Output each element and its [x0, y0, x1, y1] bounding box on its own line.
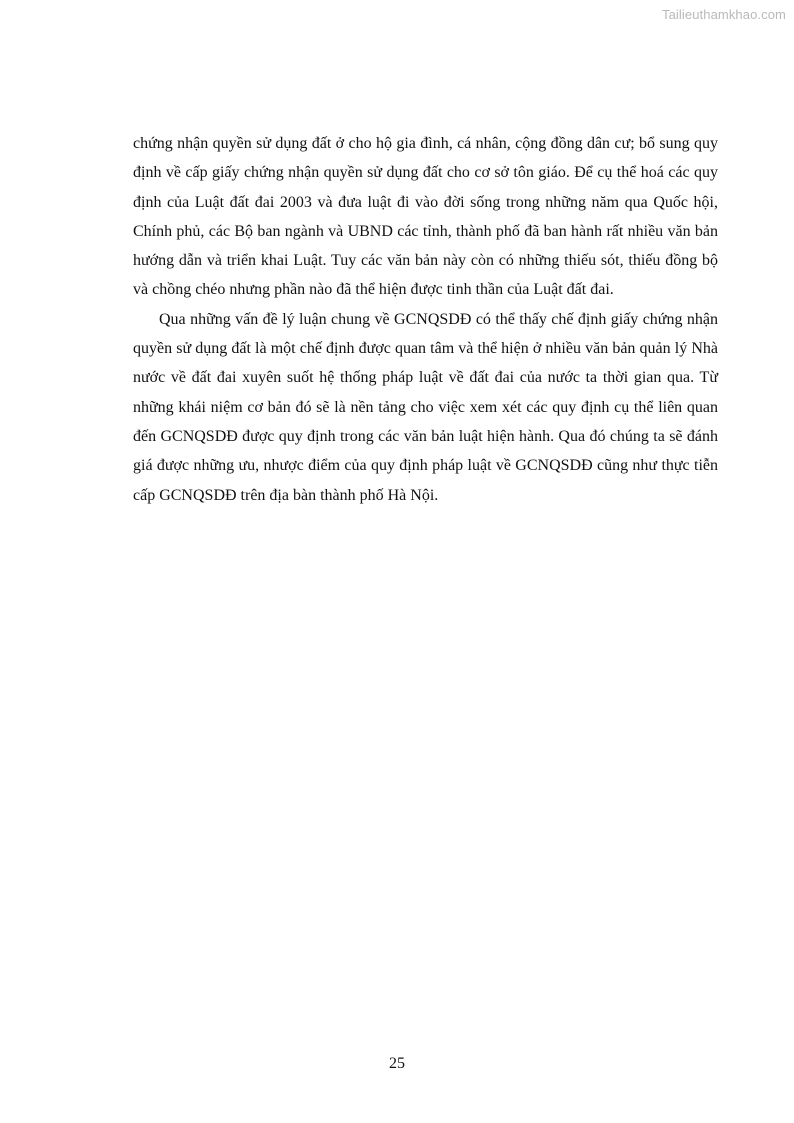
paragraph-summary: Qua những vấn đề lý luận chung về GCNQSDĐ có thể thấy chế định giấy chứng nhận quyền sử dụng đất là một chế định được quan tâm và thể hiện ở nhiều văn bản quản lý Nhà nước về đất đai xuyên suốt hệ thống pháp luật về đất đai của nước ta thời gian qua. Từ những khái niệm cơ bản đó sẽ là nền tảng cho việc xem xét các quy định cụ thể liên quan đến GCNQSDĐ được quy định trong các văn bản luật hiện hành. Qua đó chúng ta sẽ đánh giá được những ưu, nhược điểm của quy định pháp luật về GCNQSDĐ cũng như thực tiễn cấp GCNQSDĐ trên địa bàn thành phố Hà Nội. [133, 310, 718, 504]
page-number: 25 [389, 1055, 405, 1072]
watermark: Tailieuthamkhao.com [661, 7, 786, 22]
document-body [133, 129, 718, 510]
paragraph-continuation: chứng nhận quyền sử dụng đất ở cho hộ gia đình, cá nhân, cộng đồng dân cư; bổ sung quy định về cấp giấy chứng nhận quyền sử dụng đất cho cơ sở tôn giáo. Để cụ thể hoá các quy định của Luật đất đai 2003 và đưa luật đi vào đời sống trong những năm qua Quốc hội, Chính phủ, các Bộ ban ngành và UBND các tỉnh, thành phố đã ban hành rất nhiều văn bản hướng dẫn và triển khai Luật. Tuy các văn bản này còn có những thiếu sót, thiếu đồng bộ và chồng chéo nhưng phần nào đã thể hiện được tinh thần của Luật đất đai. [133, 135, 718, 299]
